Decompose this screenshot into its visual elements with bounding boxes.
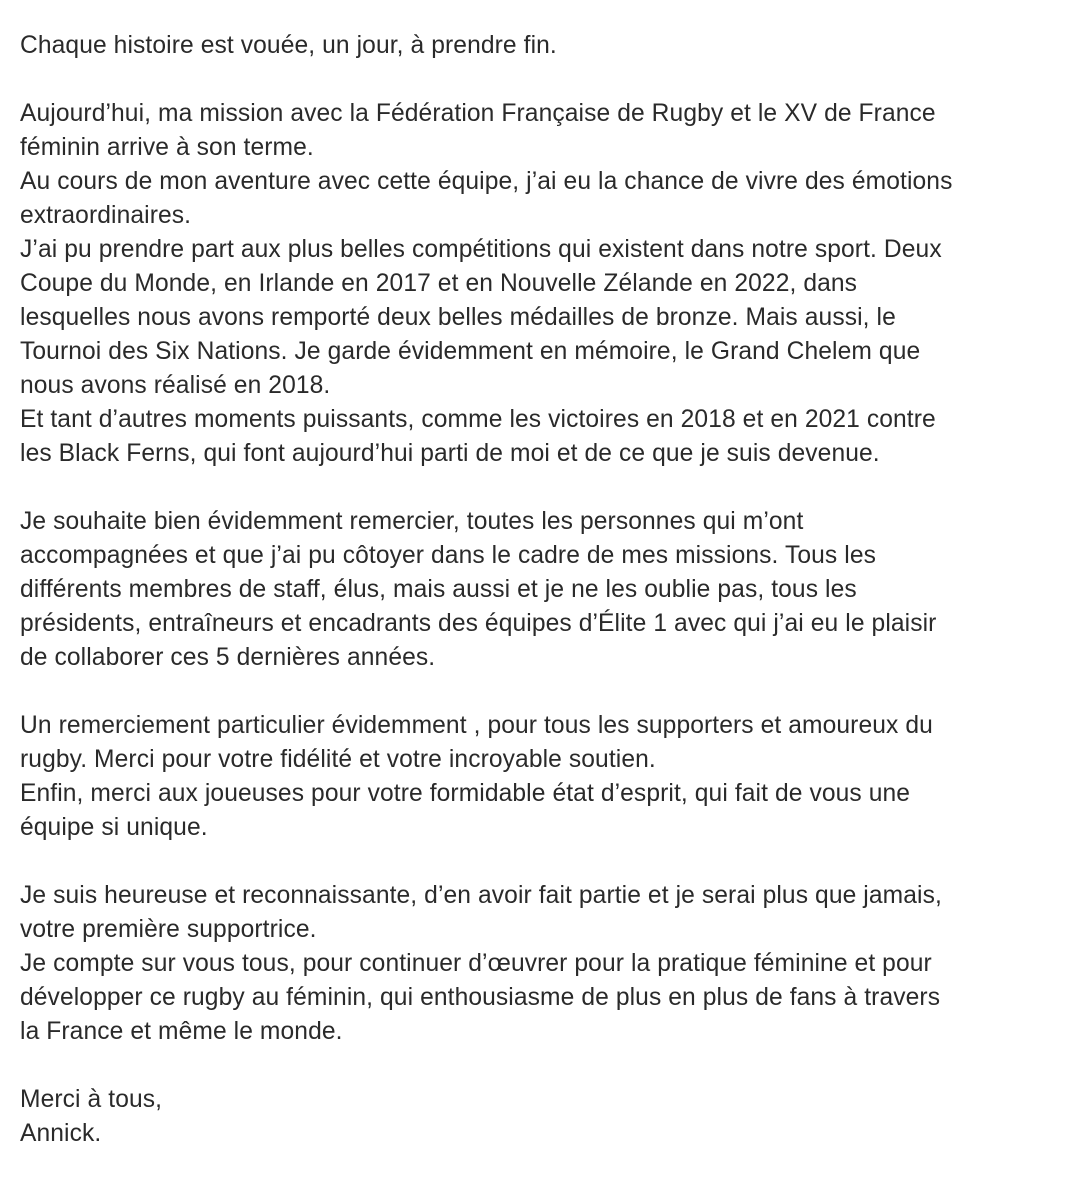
text-line: équipe si unique. [20, 814, 208, 841]
text-line: extraordinaires. [20, 202, 192, 229]
text-line: Aujourd’hui, ma mission avec la Fédération Française de Rugby et le XV de France [20, 100, 936, 127]
paragraph-spacer [20, 675, 1060, 709]
text-line: la France et même le monde. [20, 1018, 343, 1045]
text-line: les Black Ferns, qui font aujourd’hui parti de moi et de ce que je suis devenue. [20, 440, 880, 467]
text-line: Un remerciement particulier évidemment , pour tous les supporters et amoureux du [20, 712, 933, 739]
paragraph-spacer [20, 1049, 1060, 1083]
paragraph-spacer [20, 845, 1060, 879]
text-line: Je souhaite bien évidemment remercier, toutes les personnes qui m’ont [20, 508, 804, 535]
text-line: Je suis heureuse et reconnaissante, d’en avoir fait partie et je serai plus que jamais, [20, 882, 942, 909]
text-line: Chaque histoire est vouée, un jour, à prendre fin. [20, 32, 557, 59]
paragraph-thanks-supporters [20, 709, 1060, 845]
text-line: féminin arrive à son terme. [20, 134, 314, 161]
text-line: accompagnées et que j’ai pu côtoyer dans le cadre de mes missions. Tous les [20, 542, 876, 569]
text-line: Et tant d’autres moments puissants, comme les victoires en 2018 et en 2021 contre [20, 406, 936, 433]
text-line: présidents, entraîneurs et encadrants des équipes d’Élite 1 avec qui j’ai eu le plaisir [20, 610, 937, 637]
paragraph-spacer [20, 63, 1060, 97]
text-line: nous avons réalisé en 2018. [20, 372, 331, 399]
text-line: différents membres de staff, élus, mais aussi et je ne les oublie pas, tous les [20, 576, 857, 603]
text-line: développer ce rugby au féminin, qui enthousiasme de plus en plus de fans à travers [20, 984, 941, 1011]
text-line: Tournoi des Six Nations. Je garde évidemment en mémoire, le Grand Chelem que [20, 338, 921, 365]
text-line: Enfin, merci aux joueuses pour votre formidable état d’esprit, qui fait de vous une [20, 780, 911, 807]
text-line: Je compte sur vous tous, pour continuer d’œuvrer pour la pratique féminine et pour [20, 950, 932, 977]
text-line: lesquelles nous avons remporté deux belles médailles de bronze. Mais aussi, le [20, 304, 896, 331]
closing-line: Merci à tous, [20, 1086, 163, 1113]
letter-body [20, 29, 1060, 1151]
paragraph-thanks-staff [20, 505, 1060, 675]
opening-paragraph [20, 29, 1060, 63]
text-line: Coupe du Monde, en Irlande en 2017 et en Nouvelle Zélande en 2022, dans [20, 270, 858, 297]
text-line: rugby. Merci pour votre fidélité et votre incroyable soutien. [20, 746, 656, 773]
text-line: de collaborer ces 5 dernières années. [20, 644, 436, 671]
paragraph-spacer [20, 471, 1060, 505]
text-line: Au cours de mon aventure avec cette équipe, j’ai eu la chance de vivre des émotions [20, 168, 953, 195]
text-line: J’ai pu prendre part aux plus belles compétitions qui existent dans notre sport. Deux [20, 236, 942, 263]
closing [20, 1083, 1060, 1151]
text-line: votre première supportrice. [20, 916, 317, 943]
paragraph-farewell [20, 879, 1060, 1049]
paragraph-mission [20, 97, 1060, 471]
signature: Annick. [20, 1120, 102, 1147]
